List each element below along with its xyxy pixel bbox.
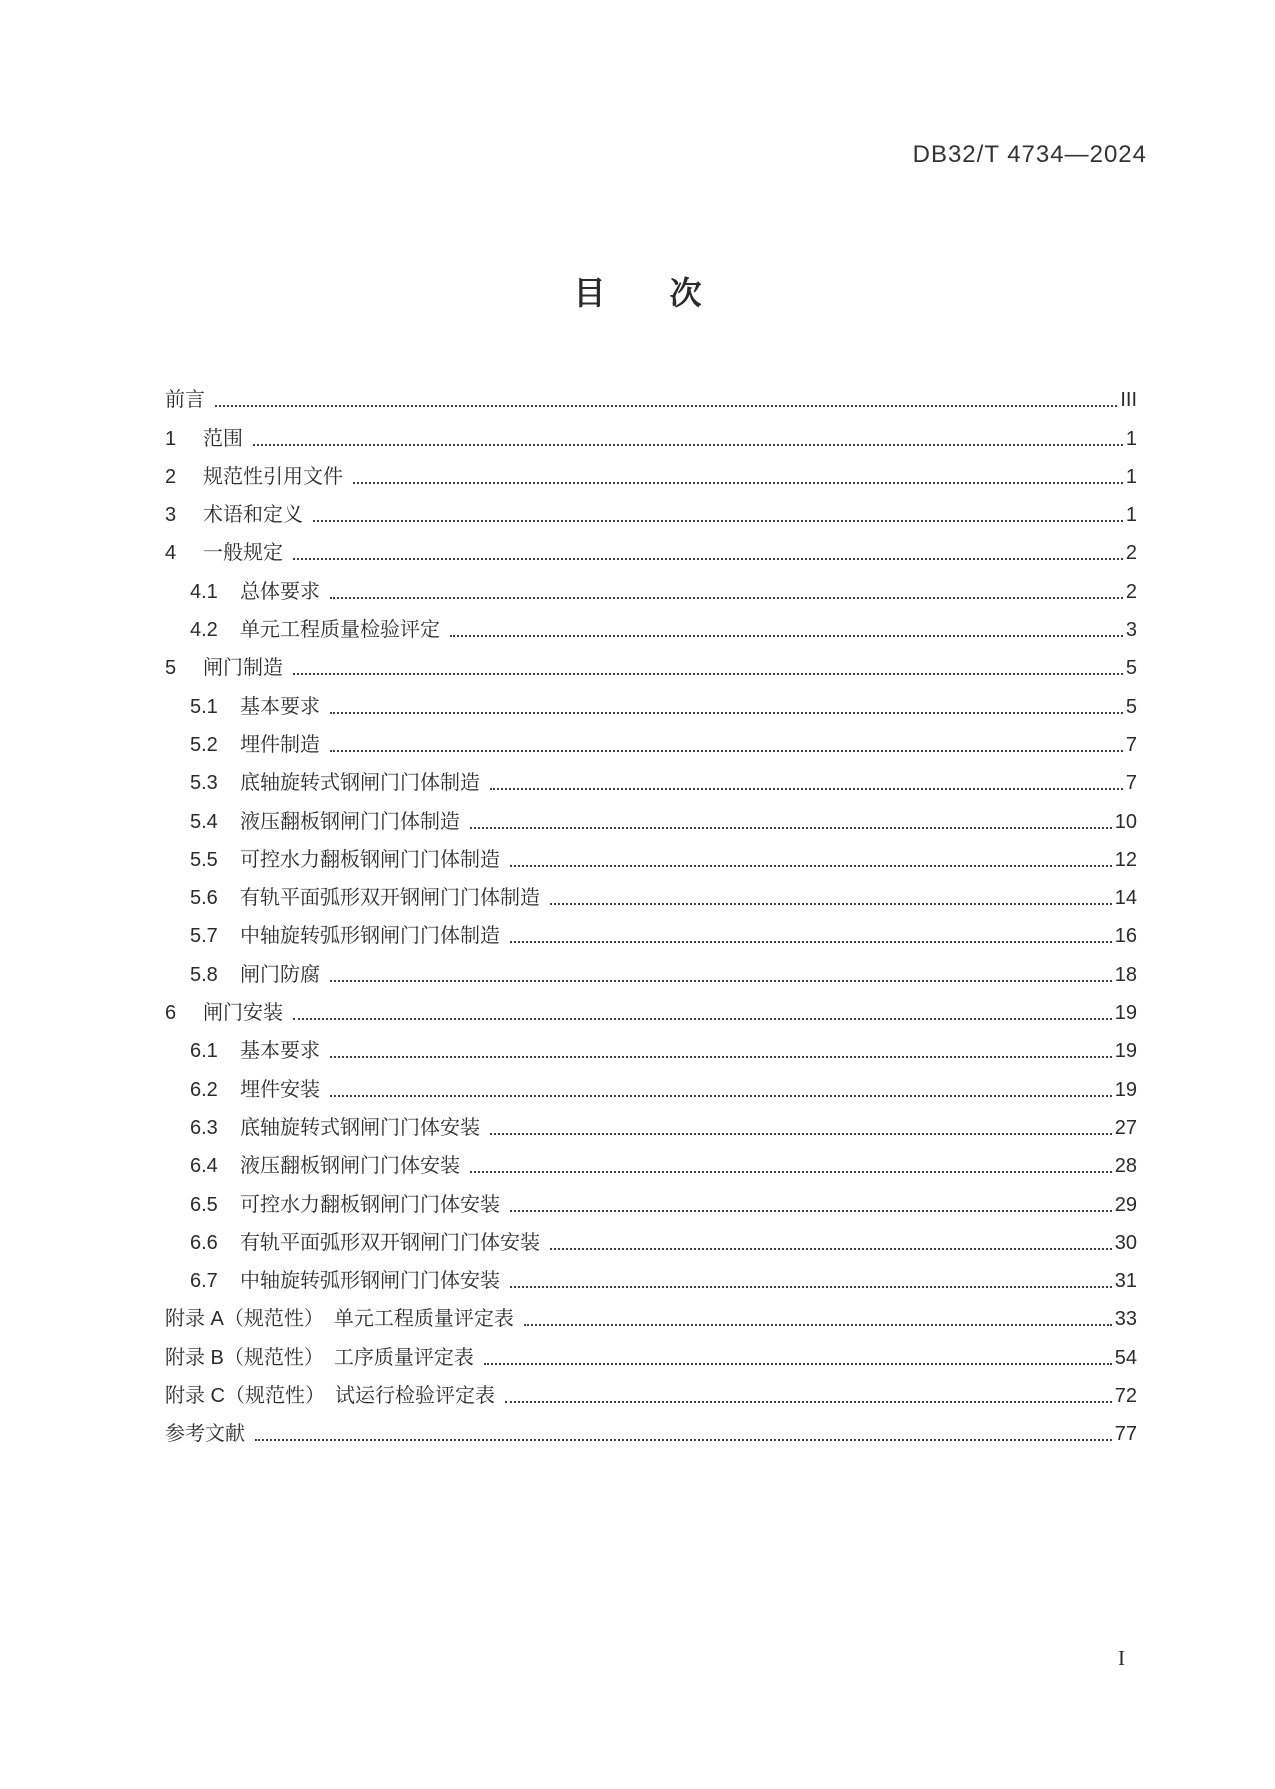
toc-entry-page: 5 [1125, 657, 1137, 680]
toc-entry-page: 1 [1125, 465, 1137, 488]
toc-leader-dots [470, 827, 1112, 829]
toc-entry [165, 684, 1137, 722]
toc-entry-number: 6.3 [190, 1116, 218, 1139]
toc-entry-label: 附录 B（规范性） 工序质量评定表 [165, 1346, 474, 1369]
toc-entry-number: 5.3 [190, 772, 218, 795]
toc-entry-page: 29 [1114, 1193, 1137, 1216]
toc-entry [165, 378, 1137, 416]
toc-entry-page: 54 [1114, 1346, 1137, 1369]
toc-leader-dots [484, 1363, 1112, 1365]
toc-entry-number: 6 [165, 1002, 177, 1025]
toc-entry-label: 基本要求 [240, 1040, 320, 1063]
toc-leader-dots [353, 482, 1123, 484]
document-code: DB32/T 4734—2024 [912, 141, 1147, 168]
toc-entry [165, 799, 1137, 837]
toc-leader-dots [330, 980, 1112, 982]
toc-entry-label: 参考文献 [165, 1423, 245, 1446]
toc-entry-number: 5.2 [190, 733, 218, 756]
toc-entry-label: 闸门防腐 [240, 963, 320, 986]
toc-entry-label: 规范性引用文件 [203, 465, 343, 488]
toc-entry-number: 5.6 [190, 887, 218, 910]
toc-leader-dots [313, 520, 1123, 522]
toc-entry-number: 6.2 [190, 1078, 218, 1101]
toc-leader-dots [550, 1248, 1112, 1250]
toc-entry-page: 1 [1125, 427, 1137, 450]
toc-entry-page: 19 [1114, 1040, 1137, 1063]
toc-entry-page: 33 [1114, 1308, 1137, 1331]
toc-entry-page: 31 [1114, 1270, 1137, 1293]
toc-entry [165, 723, 1137, 761]
toc-leader-dots [330, 750, 1123, 752]
toc-entry-label: 液压翻板钢闸门门体安装 [240, 1155, 460, 1178]
toc-entry-number: 5 [165, 657, 177, 680]
toc-entry-label: 埋件制造 [240, 733, 320, 756]
toc-leader-dots [255, 1439, 1112, 1441]
toc-entry-number: 5.4 [190, 810, 218, 833]
toc-entry-page: 2 [1125, 542, 1137, 565]
toc-leader-dots [253, 444, 1123, 446]
toc-entry-page: 2 [1125, 580, 1137, 603]
toc-leader-dots [490, 1133, 1112, 1135]
toc-entry-number: 5.5 [190, 848, 218, 871]
toc-entry-label: 一般规定 [203, 542, 283, 565]
toc-entry [165, 1144, 1137, 1182]
toc-entry-page: 19 [1114, 1002, 1137, 1025]
toc-leader-dots [550, 903, 1112, 905]
toc-leader-dots [470, 1171, 1112, 1173]
toc-leader-dots [510, 1210, 1112, 1212]
toc-entry-label: 单元工程质量检验评定 [240, 619, 440, 642]
toc-entry-label: 有轨平面弧形双开钢闸门门体安装 [240, 1231, 540, 1254]
toc-entry-number: 5.7 [190, 925, 218, 948]
toc-entry-label: 液压翻板钢闸门门体制造 [240, 810, 460, 833]
toc-leader-dots [510, 865, 1112, 867]
toc-entry-label: 附录 C（规范性） 试运行检验评定表 [165, 1385, 495, 1408]
toc-leader-dots [215, 405, 1117, 407]
toc-entry [165, 1297, 1137, 1335]
toc-entry-number: 6.4 [190, 1155, 218, 1178]
toc-entry-label: 闸门安装 [203, 1002, 283, 1025]
toc-entry-label: 中轴旋转弧形钢闸门门体制造 [240, 925, 500, 948]
toc-leader-dots [330, 712, 1123, 714]
toc-entry-label: 有轨平面弧形双开钢闸门门体制造 [240, 887, 540, 910]
toc-entry-number: 6.5 [190, 1193, 218, 1216]
toc-leader-dots [330, 1056, 1112, 1058]
toc-entry [165, 1259, 1137, 1297]
toc-entry [165, 1335, 1137, 1373]
toc-entry [165, 991, 1137, 1029]
toc-entry-label: 可控水力翻板钢闸门门体制造 [240, 848, 500, 871]
toc-entry-page: 7 [1125, 772, 1137, 795]
toc-entry [165, 531, 1137, 569]
toc-entry-number: 4 [165, 542, 177, 565]
toc-entry-page: 30 [1114, 1231, 1137, 1254]
toc-leader-dots [293, 1018, 1112, 1020]
toc-entry [165, 952, 1137, 990]
toc-leader-dots [293, 558, 1123, 560]
toc-entry-page: 7 [1125, 733, 1137, 756]
toc-entry [165, 646, 1137, 684]
toc-entry-label: 底轴旋转式钢闸门门体安装 [240, 1116, 480, 1139]
toc-entry-label: 附录 A（规范性） 单元工程质量评定表 [165, 1308, 514, 1331]
toc-entry-page: 3 [1125, 619, 1137, 642]
toc-leader-dots [490, 788, 1123, 790]
toc-entry [165, 1221, 1137, 1259]
toc-entry [165, 1106, 1137, 1144]
toc-entry [165, 455, 1137, 493]
toc-entry [165, 608, 1137, 646]
toc-entry-page: 5 [1125, 695, 1137, 718]
toc-entry-number: 2 [165, 465, 177, 488]
toc-entry [165, 1067, 1137, 1105]
toc-entry [165, 838, 1137, 876]
toc-entry-page: 18 [1114, 963, 1137, 986]
toc-entry [165, 1029, 1137, 1067]
toc-entry [165, 1182, 1137, 1220]
toc-leader-dots [510, 1286, 1112, 1288]
toc-entry [165, 761, 1137, 799]
toc-entry-number: 6.7 [190, 1270, 218, 1293]
toc-leader-dots [330, 1095, 1112, 1097]
footer-page-number: I [1118, 1646, 1125, 1670]
toc-entry-label: 前言 [165, 389, 205, 412]
toc-entry-label: 基本要求 [240, 695, 320, 718]
toc-leader-dots [293, 673, 1123, 675]
toc-entry [165, 1412, 1137, 1450]
toc-entry-number: 4.2 [190, 619, 218, 642]
toc-entry-page: 1 [1125, 504, 1137, 527]
toc-leader-dots [450, 635, 1123, 637]
toc-entry [165, 914, 1137, 952]
toc-entry [165, 876, 1137, 914]
toc-entry-label: 可控水力翻板钢闸门门体安装 [240, 1193, 500, 1216]
toc-entry [165, 416, 1137, 454]
page-title: 目 次 [573, 275, 702, 311]
toc-entry-label: 范围 [203, 427, 243, 450]
toc-entry-number: 5.8 [190, 963, 218, 986]
toc-entry-page: 12 [1114, 848, 1137, 871]
toc-entry-page: 19 [1114, 1078, 1137, 1101]
toc-entry-number: 6.6 [190, 1231, 218, 1254]
toc-entry-page: 72 [1114, 1385, 1137, 1408]
toc-entry [165, 569, 1137, 607]
toc-entry-page: 10 [1114, 810, 1137, 833]
toc-entry-number: 5.1 [190, 695, 218, 718]
toc-leader-dots [505, 1401, 1112, 1403]
toc-entry-label: 埋件安装 [240, 1078, 320, 1101]
toc-leader-dots [330, 597, 1123, 599]
toc-leader-dots [524, 1324, 1112, 1326]
toc-entry-label: 术语和定义 [203, 504, 303, 527]
toc-entry-number: 4.1 [190, 580, 218, 603]
toc-entry-label: 总体要求 [240, 580, 320, 603]
toc-entry-page: 14 [1114, 887, 1137, 910]
toc-leader-dots [510, 941, 1112, 943]
toc-entry-label: 中轴旋转弧形钢闸门门体安装 [240, 1270, 500, 1293]
table-of-contents [165, 378, 1137, 1450]
toc-entry-page: 28 [1114, 1155, 1137, 1178]
toc-entry-page: 27 [1114, 1116, 1137, 1139]
toc-entry-page: 16 [1114, 925, 1137, 948]
toc-entry [165, 1374, 1137, 1412]
toc-entry-page: III [1120, 389, 1137, 412]
toc-entry-number: 3 [165, 504, 177, 527]
toc-entry-label: 闸门制造 [203, 657, 283, 680]
toc-entry-label: 底轴旋转式钢闸门门体制造 [240, 772, 480, 795]
toc-entry-number: 1 [165, 427, 177, 450]
toc-entry [165, 493, 1137, 531]
toc-entry-page: 77 [1114, 1423, 1137, 1446]
toc-entry-number: 6.1 [190, 1040, 218, 1063]
